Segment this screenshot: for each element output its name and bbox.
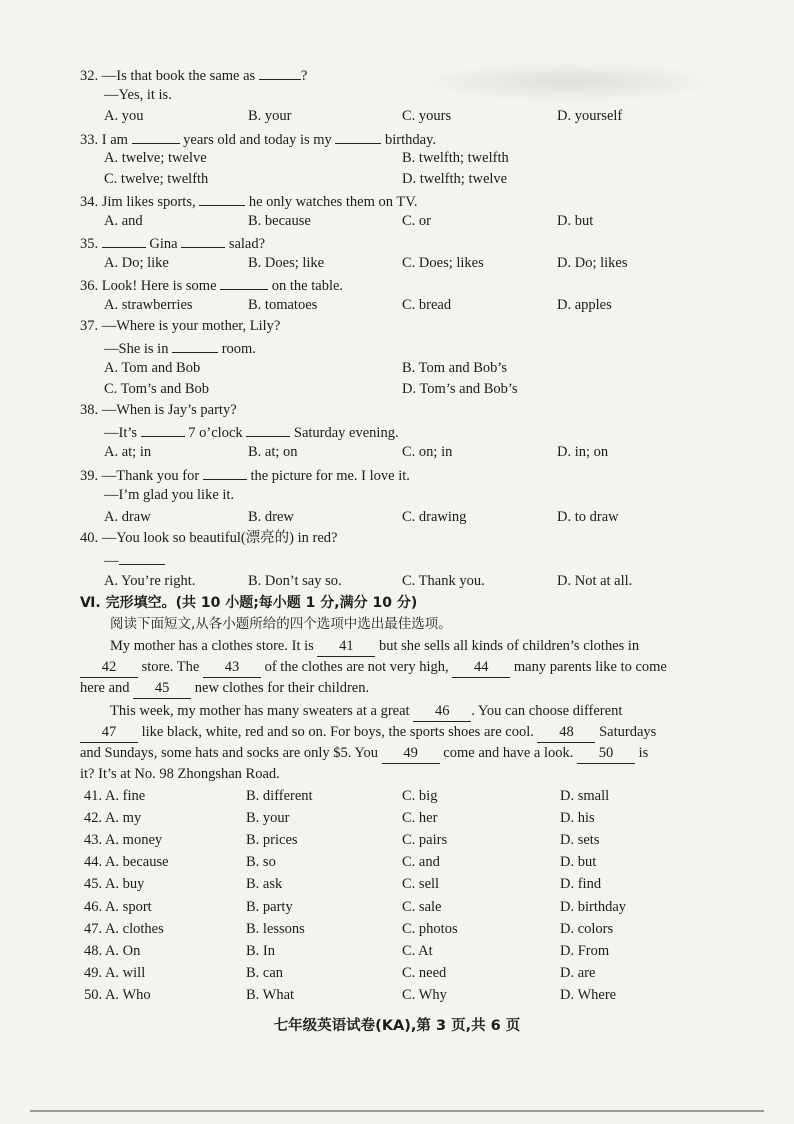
question-38: 38. —When is Jay’s party? (80, 402, 237, 418)
option-d: D. but (560, 854, 597, 870)
question-text: ? (300, 68, 308, 84)
blank-46: 46 (413, 701, 471, 722)
option-d: D. Not at all. (557, 573, 633, 589)
option-b: B. at; on (248, 444, 298, 460)
option-d: D. Where (560, 987, 617, 1003)
blank-41: 41 (317, 636, 375, 657)
option-b: B. Don’t say so. (248, 573, 342, 589)
option-d: D. apples (557, 297, 612, 313)
option-c: C. twelve; twelfth (104, 171, 209, 187)
option-b: B. your (246, 810, 290, 826)
option-a: 46. A. sport (84, 899, 152, 915)
question-text: 7 o’clock (188, 425, 243, 441)
option-b: B. ask (246, 876, 283, 892)
question-text: Gina (149, 236, 178, 252)
question-40: 40. —You look so beautiful(漂亮的) in red? (80, 530, 338, 546)
passage-text: My mother has a clothes store. It is (110, 638, 314, 654)
option-c: C. and (402, 854, 440, 870)
option-b: B. party (246, 899, 293, 915)
option-d: D. in; on (557, 444, 609, 460)
answer-blank (102, 232, 146, 248)
answer-blank (246, 421, 290, 437)
option-c: C. bread (402, 297, 452, 313)
option-b: B. prices (246, 832, 298, 848)
passage-line (80, 743, 648, 764)
option-b: B. drew (248, 509, 294, 525)
passage-text: new clothes for their children. (194, 680, 370, 696)
option-a: A. strawberries (104, 297, 193, 313)
answer-blank (220, 274, 268, 290)
option-c: C. need (402, 965, 447, 981)
question-text: years old and today is my (183, 132, 332, 148)
option-a: A. you (104, 108, 144, 124)
option-d: D. sets (560, 832, 600, 848)
option-c: C. yours (402, 108, 452, 124)
question-text: Saturday evening. (293, 425, 399, 441)
question-text: —It’s (104, 425, 138, 441)
option-a: A. draw (104, 509, 151, 525)
option-c: C. on; in (402, 444, 453, 460)
option-a: 42. A. my (84, 810, 142, 826)
option-d: D. colors (560, 921, 614, 937)
option-b: B. your (248, 108, 292, 124)
option-d: D. Do; likes (557, 255, 628, 271)
passage-text: of the clothes are not very high, (264, 659, 449, 675)
option-c: C. big (402, 788, 438, 804)
passage-line (80, 722, 656, 743)
option-c: C. sell (402, 876, 440, 892)
option-a: A. at; in (104, 444, 152, 460)
option-d: D. but (557, 213, 594, 229)
option-b: B. different (246, 788, 313, 804)
question-text: 32. —Is that book the same as (80, 68, 256, 84)
blank-43: 43 (203, 657, 261, 678)
option-b: B. What (246, 987, 295, 1003)
option-d: D. twelfth; twelve (402, 171, 508, 187)
option-a: A. Tom and Bob (104, 360, 201, 376)
section-title: Ⅵ. 完形填空。(共 10 小题;每小题 1 分,满分 10 分) (80, 595, 418, 611)
question-text: 33. I am (80, 132, 128, 148)
option-b: B. so (246, 854, 276, 870)
question-35 (80, 232, 265, 254)
option-a: 49. A. will (84, 965, 146, 981)
blank-45: 45 (133, 678, 191, 699)
option-c: C. pairs (402, 832, 448, 848)
option-c: C. Does; likes (402, 255, 484, 271)
passage-text: like black, white, red and so on. For boys, the sports shoes are cool. (141, 724, 534, 740)
option-c: C. At (402, 943, 433, 959)
question-36 (80, 274, 343, 296)
section-instruction: 阅读下面短文,从各小题所给的四个选项中选出最佳选项。 (110, 616, 452, 632)
answer-blank (141, 421, 185, 437)
option-d: D. small (560, 788, 610, 804)
question-text: 36. Look! Here is some (80, 278, 217, 294)
option-c: C. Why (402, 987, 447, 1003)
scan-edge (30, 1110, 764, 1112)
option-d: D. to draw (557, 509, 619, 525)
blank-50: 50 (577, 743, 635, 764)
passage-text: . You can choose different (471, 703, 623, 719)
option-a: 41. A. fine (84, 788, 146, 804)
option-c: C. photos (402, 921, 458, 937)
passage-text: is (638, 745, 649, 761)
option-a: 44. A. because (84, 854, 169, 870)
option-a: 47. A. clothes (84, 921, 164, 937)
option-a: 43. A. money (84, 832, 163, 848)
option-a: A. Do; like (104, 255, 169, 271)
answer-blank (119, 549, 165, 565)
option-d: D. his (560, 810, 595, 826)
option-a: A. twelve; twelve (104, 150, 207, 166)
passage-text: but she sells all kinds of children’s clothes in (379, 638, 640, 654)
answer-blank (199, 190, 245, 206)
question-37: 37. —Where is your mother, Lily? (80, 318, 281, 334)
passage-text: and Sundays, some hats and socks are only $5. You (80, 745, 379, 761)
question-34 (80, 190, 417, 212)
page-footer: 七年级英语试卷(KA),第 3 页,共 6 页 (273, 1018, 521, 1034)
scan-smudge (420, 62, 720, 102)
passage-text: here and (80, 680, 130, 696)
passage-text: Saturdays (599, 724, 657, 740)
passage-text: store. The (141, 659, 200, 675)
option-b: B. because (248, 213, 311, 229)
answer-blank (172, 337, 218, 353)
question-text: — (104, 553, 119, 569)
answer-blank (181, 232, 225, 248)
question-reply (104, 421, 399, 443)
blank-49: 49 (382, 743, 440, 764)
passage-line (80, 657, 667, 678)
option-a: A. You’re right. (104, 573, 196, 589)
option-b: B. twelfth; twelfth (402, 150, 509, 166)
question-reply (104, 549, 165, 571)
question-32 (80, 64, 307, 86)
question-text: birthday. (385, 132, 437, 148)
question-reply (104, 337, 256, 359)
option-a: 48. A. On (84, 943, 141, 959)
answer-blank (203, 464, 247, 480)
option-b: B. tomatoes (248, 297, 318, 313)
question-text: on the table. (271, 278, 344, 294)
question-text: room. (221, 341, 256, 357)
option-a: 50. A. Who (84, 987, 151, 1003)
option-d: D. Tom’s and Bob’s (402, 381, 518, 397)
option-a: 45. A. buy (84, 876, 145, 892)
answer-blank (259, 64, 301, 80)
answer-blank (132, 128, 180, 144)
option-d: D. yourself (557, 108, 623, 124)
option-b: B. lessons (246, 921, 305, 937)
passage-line (110, 701, 622, 722)
passage-line: it? It’s at No. 98 Zhongshan Road. (80, 766, 280, 782)
passage-text: This week, my mother has many sweaters at a great (110, 703, 410, 719)
option-c: C. Thank you. (402, 573, 485, 589)
option-d: D. find (560, 876, 602, 892)
option-a: A. and (104, 213, 143, 229)
question-text: he only watches them on TV. (248, 194, 418, 210)
passage-line (80, 678, 369, 699)
option-d: D. From (560, 943, 610, 959)
option-c: C. Tom’s and Bob (104, 381, 210, 397)
option-b: B. Does; like (248, 255, 325, 271)
question-reply: —I’m glad you like it. (104, 487, 235, 503)
passage-text: come and have a look. (443, 745, 574, 761)
option-c: C. sale (402, 899, 442, 915)
passage-line (110, 636, 639, 657)
question-text: 34. Jim likes sports, (80, 194, 196, 210)
question-33 (80, 128, 436, 150)
option-c: C. drawing (402, 509, 467, 525)
question-text: —She is in (104, 341, 169, 357)
blank-48: 48 (537, 722, 595, 743)
answer-blank (335, 128, 381, 144)
option-b: B. can (246, 965, 284, 981)
option-b: B. In (246, 943, 275, 959)
question-text: the picture for me. I love it. (250, 468, 410, 484)
question-text: salad? (228, 236, 266, 252)
option-d: D. are (560, 965, 596, 981)
question-text: 39. —Thank you for (80, 468, 200, 484)
option-d: D. birthday (560, 899, 627, 915)
blank-44: 44 (452, 657, 510, 678)
blank-47: 47 (80, 722, 138, 743)
blank-42: 42 (80, 657, 138, 678)
option-c: C. or (402, 213, 431, 229)
option-c: C. her (402, 810, 438, 826)
question-text: 35. (80, 236, 99, 252)
passage-text: many parents like to come (513, 659, 667, 675)
question-39 (80, 464, 410, 486)
option-b: B. Tom and Bob’s (402, 360, 508, 376)
question-reply: —Yes, it is. (104, 87, 172, 103)
